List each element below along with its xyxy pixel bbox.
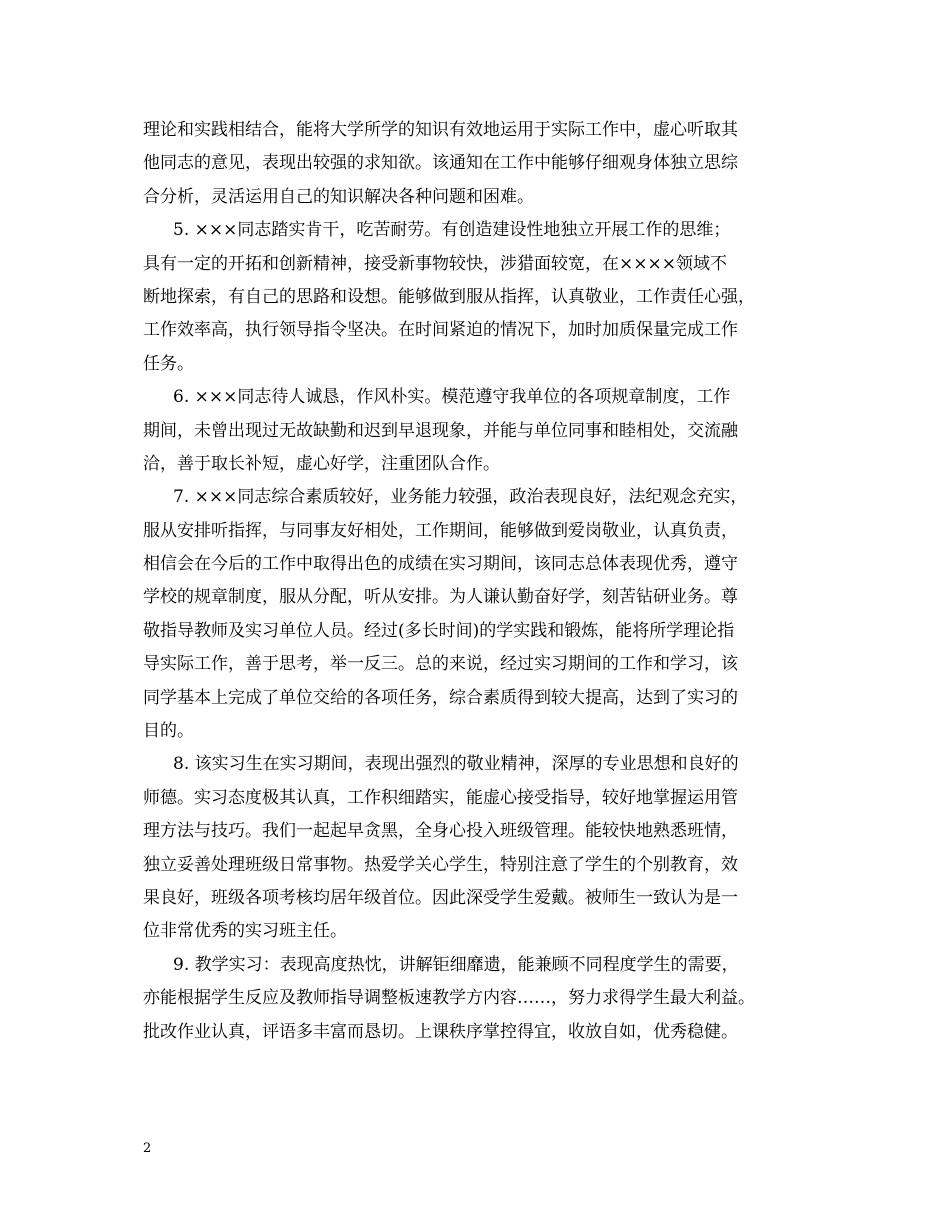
- text-line: 期间，未曾出现过无故缺勤和迟到早退现象，并能与单位同事和睦相处，交流融: [143, 420, 738, 441]
- text-line: 工作效率高，执行领导指令坚决。在时间紧迫的情况下，加时加质保量完成工作: [143, 320, 738, 341]
- text-line: 6. ×××同志待人诚恳，作风朴实。模范遵守我单位的各项规章制度，工作: [173, 387, 731, 408]
- text-line: 理方法与技巧。我们一起起早贪黑，全身心投入班级管理。能较快地熟悉班情，: [143, 821, 738, 842]
- text-line: 5. ×××同志踏实肯干，吃苦耐劳。有创造建设性地独立开展工作的思维；: [173, 220, 731, 241]
- text-line: 9. 教学实习：表现高度热忱，讲解钜细靡遗，能兼顾不同程度学生的需要，: [173, 954, 739, 975]
- text-line: 8. 该实习生在实习期间，表现出强烈的敬业精神，深厚的专业思想和良好的: [173, 754, 739, 775]
- text-line: 洽，善于取长补短，虚心好学，注重团队合作。: [143, 453, 500, 474]
- text-line: 批改作业认真，评语多丰富而恳切。上课秩序掌控得宜，收放自如，优秀稳健。: [143, 1021, 738, 1042]
- text-line: 任务。: [143, 353, 194, 374]
- body-text: [143, 114, 813, 1049]
- text-line: 7. ×××同志综合素质较好，业务能力较强，政治表现良好，法纪观念充实，: [173, 487, 748, 508]
- text-line: 果良好，班级各项考核均居年级首位。因此深受学生爱戴。被师生一致认为是一: [143, 887, 738, 908]
- text-line: 亦能根据学生反应及教师指导调整板速教学方内容……，努力求得学生最大利益。: [143, 988, 755, 1009]
- text-line: 敬指导教师及实习单位人员。经过(多长时间)的学实践和锻炼，能将所学理论指: [143, 620, 735, 641]
- text-line: 学校的规章制度，服从分配，听从安排。为人谦认勤奋好学，刻苦钻研业务。尊: [143, 587, 738, 608]
- text-line: 合分析，灵活运用自己的知识解决各种问题和困难。: [143, 186, 534, 207]
- text-line: 相信会在今后的工作中取得出色的成绩在实习期间，该同志总体表现优秀，遵守: [143, 554, 738, 575]
- text-line: 断地探索，有自己的思路和设想。能够做到服从指挥，认真敬业，工作责任心强，: [143, 286, 755, 307]
- text-line: 他同志的意见，表现出较强的求知欲。该通知在工作中能够仔细观身体独立思综: [143, 153, 738, 174]
- page-number: 2: [143, 1141, 152, 1156]
- text-line: 同学基本上完成了单位交给的各项任务，综合素质得到较大提高，达到了实习的: [143, 687, 738, 708]
- text-line: 师德。实习态度极其认真，工作积细踏实，能虚心接受指导，较好地掌握运用管: [143, 787, 738, 808]
- text-line: 独立妥善处理班级日常事物。热爱学关心学生，特别注意了学生的个别教育，效: [143, 854, 738, 875]
- text-line: 理论和实践相结合，能将大学所学的知识有效地运用于实际工作中，虚心听取其: [143, 120, 738, 140]
- text-line: 具有一定的开拓和创新精神，接受新事物较快，涉猎面较宽，在××××领域不: [143, 253, 727, 274]
- text-line: 导实际工作，善于思考，举一反三。总的来说，经过实习期间的工作和学习，该: [143, 654, 738, 675]
- text-line: 服从安排听指挥，与同事友好相处，工作期间，能够做到爱岗敬业，认真负责，: [143, 520, 738, 541]
- text-line: 目的。: [143, 721, 194, 742]
- text-line: 位非常优秀的实习班主任。: [143, 921, 347, 942]
